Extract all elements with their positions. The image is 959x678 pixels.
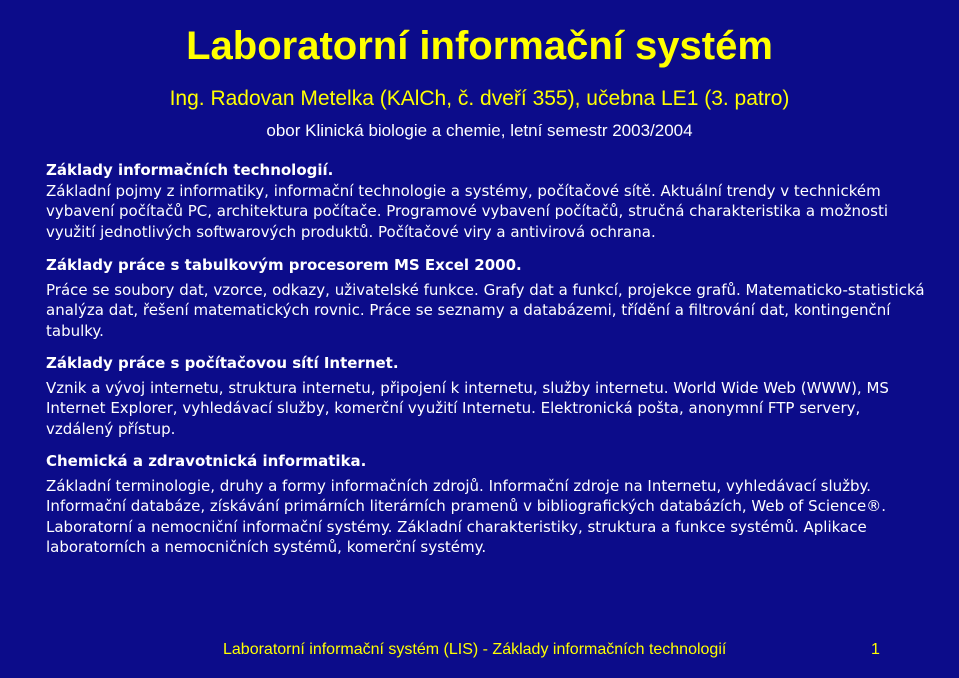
section-text: Vznik a vývoj internetu, struktura internetu, připojení k internetu, služby internetu. World Wide Web (WWW), MS Internet Explorer, vyhledávací služby, komerční využití Internetu. Elektronická pošta, anonymní FTP servery, vzdálený přístup.: [46, 378, 889, 438]
section-heading: Základy práce s tabulkovým procesorem MS Excel 2000.: [46, 256, 522, 274]
page-number: 1: [871, 641, 880, 658]
section-excel: [46, 255, 926, 341]
section-informatics: [46, 451, 926, 558]
course-info: obor Klinická biologie a chemie, letní semestr 2003/2004: [266, 121, 693, 140]
section-internet: [46, 353, 926, 439]
section-heading: Základy informačních technologií.: [46, 161, 334, 179]
section-heading: Základy práce s počítačovou sítí Internet.: [46, 354, 399, 372]
slide-footer: [0, 640, 959, 664]
section-text: Práce se soubory dat, vzorce, odkazy, uživatelské funkce. Grafy dat a funkcí, projekce grafů. Matematicko-statistická analýza dat, řešení matematických rovnic. Práce se seznamy a databázemi, třídění a filtrování dat, kontingenční tabulky.: [46, 280, 925, 340]
slide-content: [46, 160, 926, 558]
section-it-basics: [46, 160, 926, 242]
footer-text: Laboratorní informační systém (LIS) - Základy informačních technologií: [223, 641, 727, 658]
slide-title: Laboratorní informační systém: [186, 24, 773, 68]
slide-subtitle: Ing. Radovan Metelka (KAlCh, č. dveří 355), učebna LE1 (3. patro): [169, 87, 790, 110]
section-heading: Chemická a zdravotnická informatika.: [46, 452, 367, 470]
section-text: Základní pojmy z informatiky, informační technologie a systémy, počítačové sítě. Aktuální trendy v technickém vybavení počítačů PC, architektura počítače. Programové vybavení počítačů, stručná charakteristika a možnosti využití jednotlivých softwarových produktů. Počítačové viry a antivirová ochrana.: [46, 181, 889, 241]
section-text: Základní terminologie, druhy a formy informačních zdrojů. Informační zdroje na Internetu, vyhledávací služby. Informační databáze, získávání primárních literárních pramenů v bibliografických databázích, Web of Science®. Laboratorní a nemocniční informační systémy. Základní charakteristiky, struktura a funkce systémů. Aplikace laboratorních a nemocničních systémů, komerční systémy.: [46, 476, 887, 556]
